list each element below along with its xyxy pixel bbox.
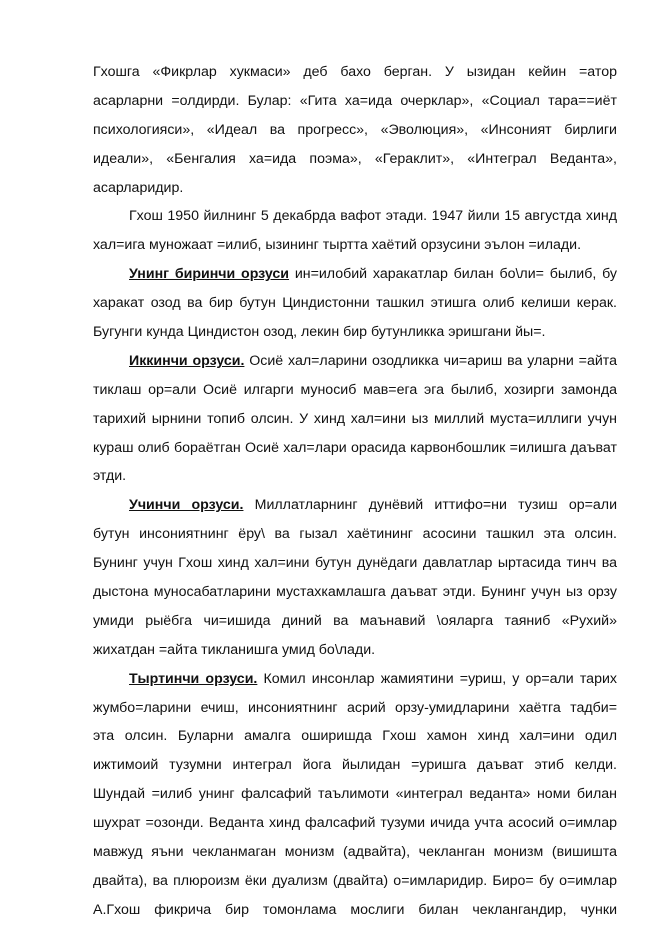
text-line: идеали», «Бенгалия ха=ида поэма», «Гераклит», «Интеграл Веданта», — [93, 150, 617, 167]
paragraph-third-dream — [93, 491, 617, 664]
text-line: асарларни =олдирди. Булар: «Гита ха=ида очерклар», «Социал тара==иёт — [93, 92, 617, 109]
text-span: Комил инсонлар жамиятини =уриш, у ор=али тарих — [257, 670, 617, 687]
text-line: шухрат =озонди. Веданта хинд фалсафий тузуми ичида учта асосий о=имлар — [93, 815, 617, 832]
text-line: тиклаш ор=али Осиё илгарги муносиб мав=ега эга былиб, хозирги замонда — [93, 381, 617, 398]
text-line: кураш олиб бораётган Осиё хал=лари орасида карвонбошлик =илишга даъват — [93, 439, 617, 456]
text-line: харакат озод ва бир бутун Циндистонни ташкил этишга олиб келиши керак. — [93, 295, 617, 312]
paragraph-fourth-dream — [93, 665, 617, 925]
section-heading: Учинчи орзуси. — [129, 497, 244, 514]
section-heading: Иккинчи орзуси. — [129, 352, 245, 369]
text-line: психологияси», «Идеал ва прогресс», «Эволюция», «Инсоният бирлиги — [93, 121, 617, 138]
text-line: тарихий ырнини топиб олсин. У хинд хал=ини ыз миллий муста=иллиги учун — [93, 410, 617, 427]
text-line: ижтимоий тузумни интеграл йога йылидан =уришга даъват этиб келди. — [93, 757, 617, 774]
paragraph-intro — [93, 58, 617, 202]
paragraph-second-dream — [93, 347, 617, 491]
text-line — [93, 260, 617, 289]
text-line: Гхошга «Фикрлар хукмаси» деб бахо берган. У ызидан кейин =атор — [93, 64, 617, 80]
text-line: Бугунги кунда Циндистон озод, лекин бир бутунликка эришгани йы=. — [93, 324, 546, 341]
text-line — [93, 347, 617, 376]
document-page — [93, 58, 617, 925]
paragraph-first-dream — [93, 260, 617, 347]
text-span: Осиё хал=ларини озодликка чи=ариш ва уларни =айта — [244, 352, 617, 369]
text-line: Бунинг учун Гхош хинд хал=ини бутун дунёдаги давлатлар ыртасида тинч ва — [93, 555, 617, 572]
text-line: этди. — [93, 468, 127, 485]
text-line: дыстона муносабатларини мустахкамлашга даъват этди. Бунинг учун ыз орзу — [93, 584, 617, 601]
text-line: умиди рыёбга чи=ишида диний ва маънавий \ояларга таяниб «Рухий» — [93, 612, 617, 629]
text-line: двайта), ва плюроизм ёки дуализм (двайта) о=имларидир. Биро= бу о=имлар — [93, 872, 617, 889]
text-line: Гхош 1950 йилнинг 5 декабрда вафот этади. 1947 йили 15 августда хинд — [129, 208, 617, 225]
text-line: жихатдан =айта тикланишга умид бо\лади. — [93, 641, 376, 658]
text-line: Шундай =илиб унинг фалсафий таълимоти «интеграл веданта» номи билан — [93, 786, 617, 803]
text-line: асарларидир. — [93, 179, 184, 196]
text-line: жумбо=ларини ечиш, инсониятнинг асрий орзу-умидларини хаётга тадби= — [93, 699, 617, 716]
text-span: ин=илобий харакатлар билан бо\ли= былиб, бу — [289, 266, 617, 283]
text-line: эта олсин. Буларни амалга оширишда Гхош хамон хинд хал=ини одил — [93, 728, 617, 745]
text-line: мавжуд яъни чекланмаган монизм (адвайта), чекланган монизм (вишишта — [93, 844, 617, 861]
text-line: бутун инсониятнинг ёру\ ва гызал хаётининг асосини ташкил эта олсин. — [93, 526, 617, 543]
section-heading: Тыртинчи орзуси. — [129, 670, 258, 687]
text-line — [93, 491, 617, 520]
paragraph-death — [93, 202, 617, 260]
text-span: Миллатларнинг дунёвий иттифо=ни тузиш ор=али — [243, 497, 617, 514]
text-line: хал=ига муножаат =илиб, ызининг тыртта хаётий орзусини эълон =илади. — [93, 237, 582, 254]
text-line — [93, 665, 617, 694]
text-line: А.Гхош фикрича бир томонлама мослиги билан чеклангандир, чунки — [93, 901, 617, 918]
section-heading: Унинг биринчи орзуси — [129, 266, 290, 283]
